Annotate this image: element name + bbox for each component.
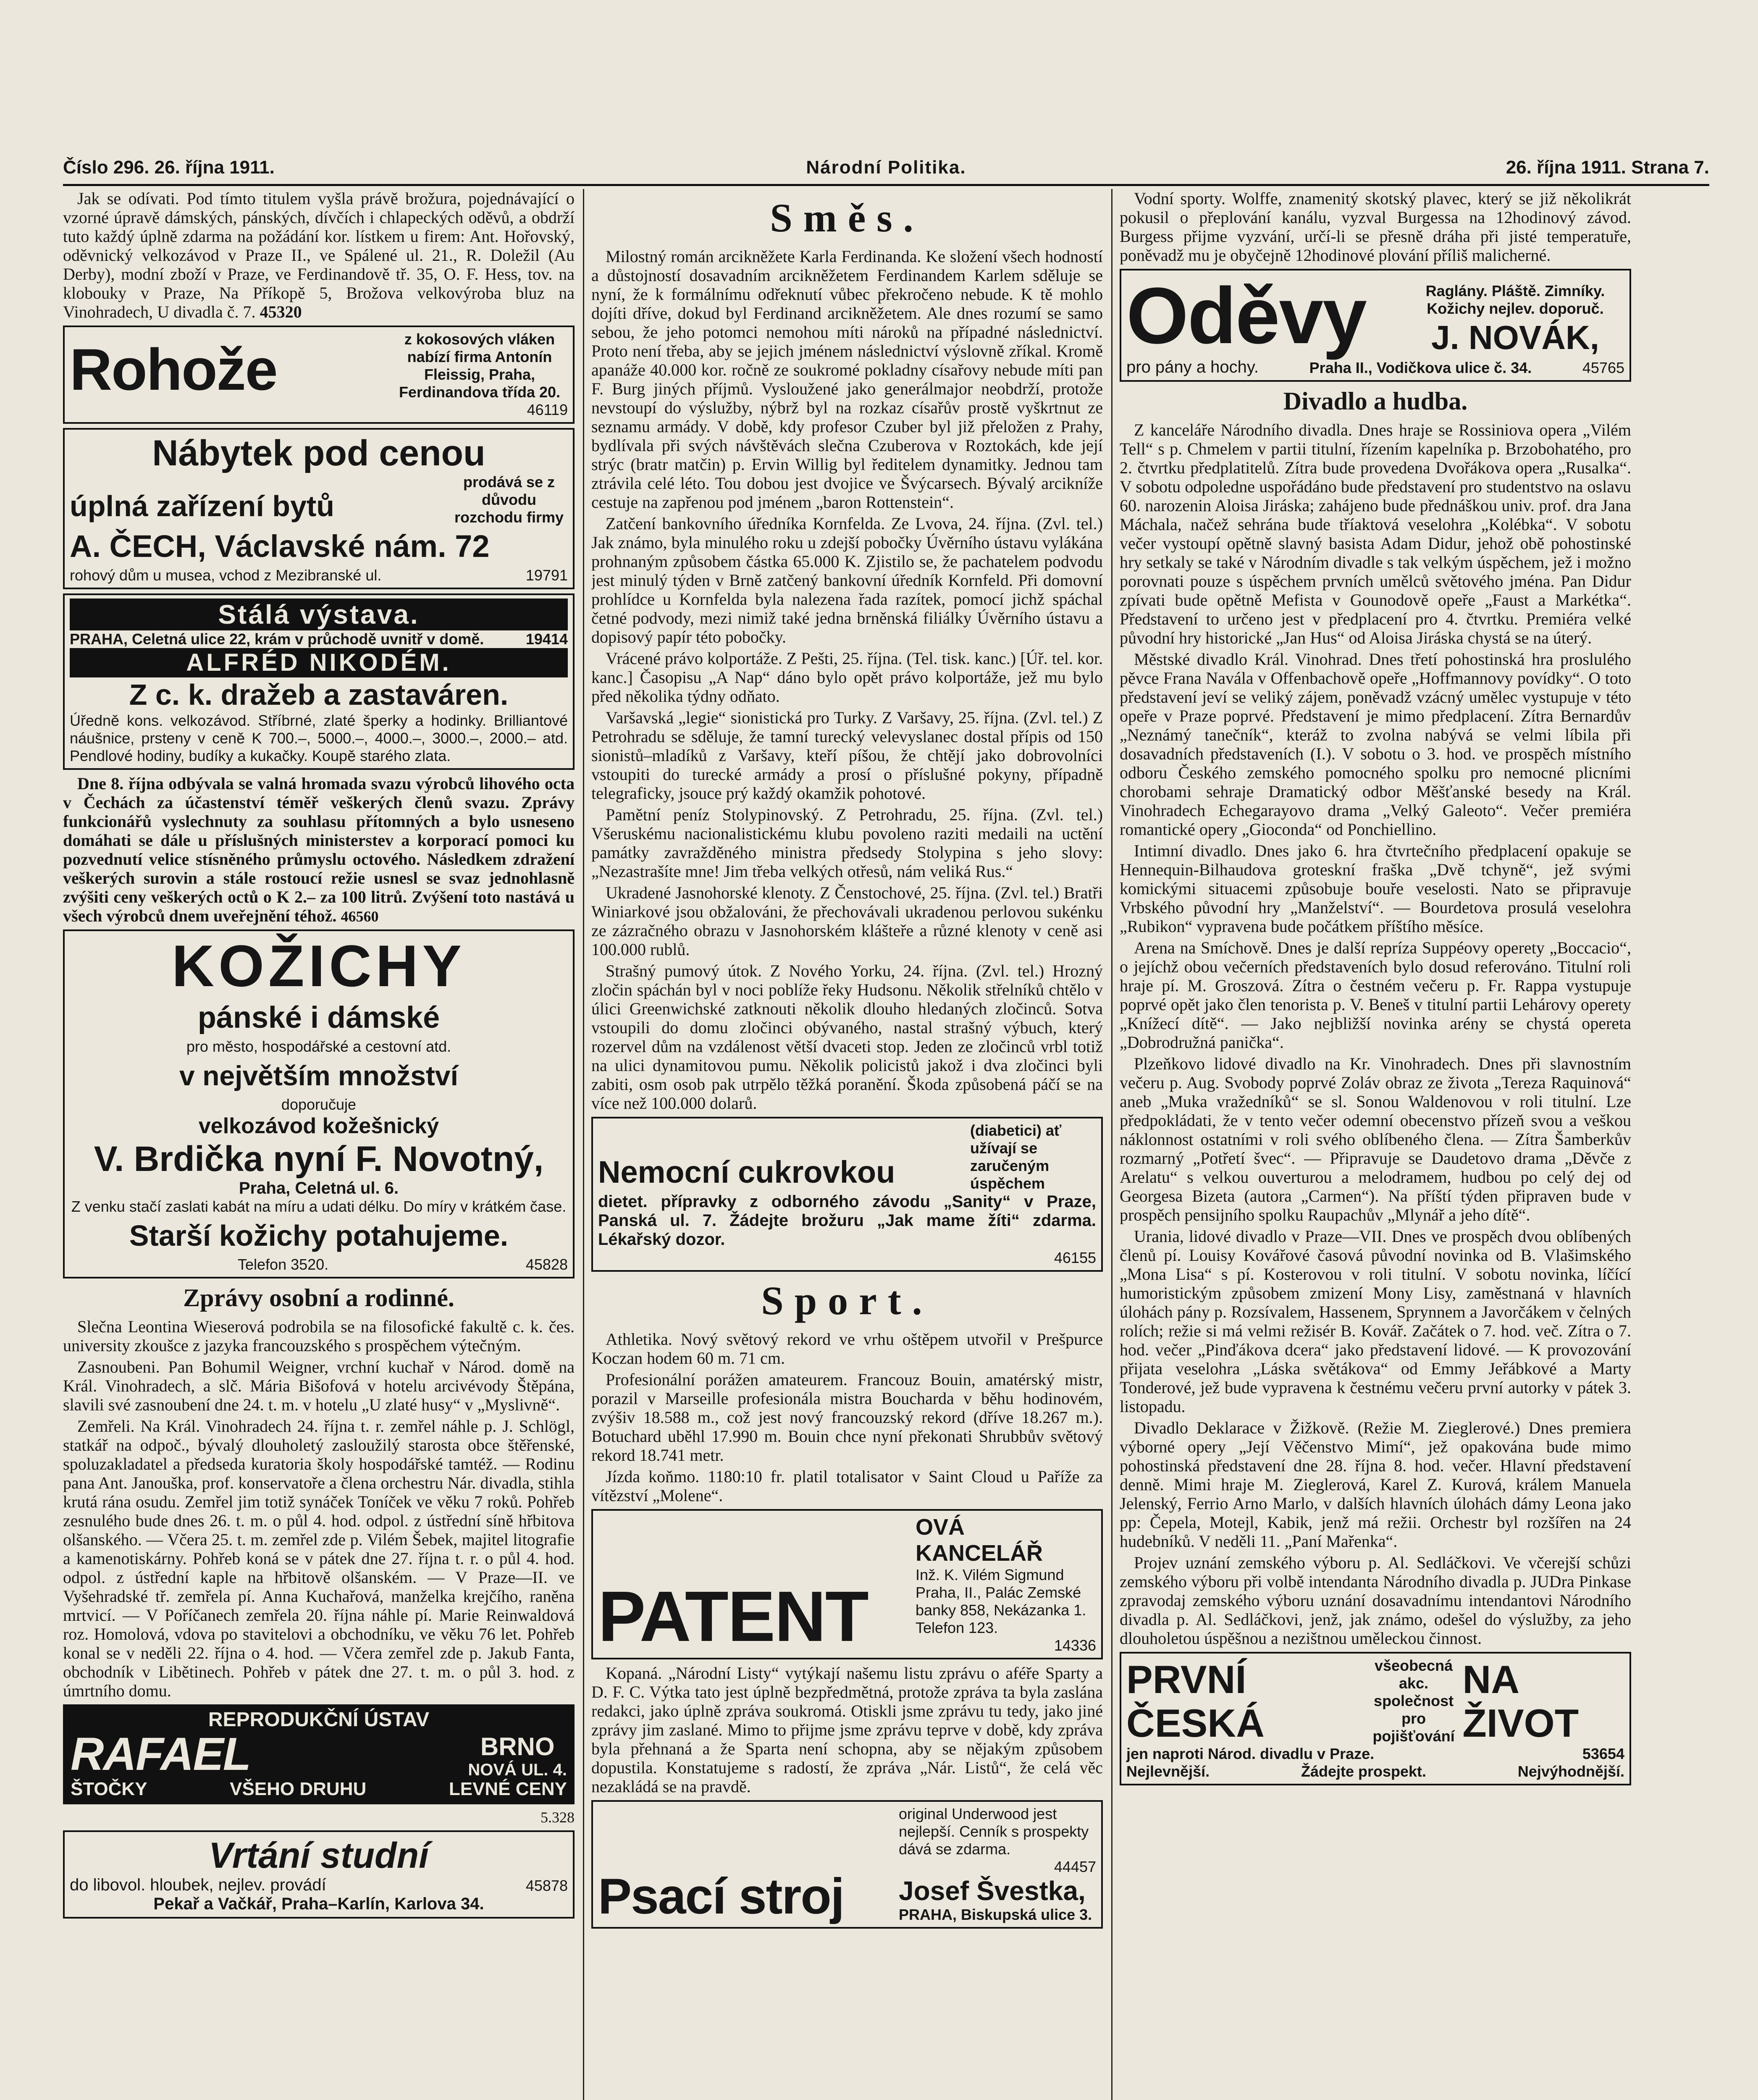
ad-kozichy-slogan: Starší kožichy potahujeme.	[129, 1219, 509, 1252]
article-kopana: Kopaná. „Národní Listy“ vytýkají našemu listu zprávu o aféře Sparty a D. F. C. Výtka tato jest úplně bezpředmětná, protože zpráva ta byla zaslána redakci, jako úplně zpráva soukromá. Otiskli jsme zprávu tu tedy, jako jiné zprávy jim zaslané. Mimo to přijme jsme zprávu teprve v době, kdy zpráva byla přehnaná a že Sparta není schopna, aby se nějakým způsobem dopustila. Konstatujeme s radostí, že zpráva „Nár. Listů“, že celá věc nezakládá se na pravdě.	[591, 1664, 1103, 1796]
sport-paragraph: Profesionální porážen amateurem. Francouz Bouin, amatérský mistr, porazil v Marseille profesionála mistra Boucharda v běhu hodinovém, zvýšiv 18.588 m., což jest nový francouzský rekord (dříve 18.267 m.). Botuchard uběhl 17.990 m. Bouin chce nyní překonati Shrubbův světový rekord 18.741 metr.	[591, 1370, 1103, 1465]
ad-vrtani-no: 45878	[525, 1877, 568, 1894]
ad-nabytek-no: 19791	[525, 567, 568, 584]
zpravy-paragraph: Slečna Leontina Wieserová podrobila se na filosofické fakultě c. k. čes. university zkoušce z jazyka francouzského s prospěchem výtečným.	[63, 1317, 575, 1355]
ad-patent-side: OVÁ KANCELÁŘ	[916, 1515, 1043, 1566]
ad-vrtani	[63, 1830, 575, 1919]
ad-prvni-t3: NA ŽIVOT	[1462, 1657, 1579, 1745]
sport-paragraph: Athletika. Nový světový rekord ve vrhu oštěpem utvořil v Prešpurce Koczan hodem 60 m. 71 cm.	[591, 1330, 1103, 1368]
column-divider-2	[1111, 189, 1113, 2100]
ad-stala-text: Úředně kons. velkozávod. Stříbrné, zlaté šperky a hodinky. Brilliantové náušnice, prsteny v ceně K 700.–, 5000.–, 4000.–, 3000.–, 2000.– atd. Pendlové hodiny, budíky a kukačky. Koupě starého zlata.	[70, 712, 568, 764]
column-2	[591, 189, 1103, 2100]
ad-rafael-l2: ŠTOČKY	[71, 1779, 147, 1799]
ad-rohoze-no: 46119	[527, 401, 568, 418]
smes-paragraph: Zatčení bankovního úředníka Kornfelda. Ze Lvova, 24. října. (Zvl. tel.) Jak známo, byla minulého roku u zdejší pobočky Úvěrního ústavu vylákána prohnaným způsobem částka 65.000 K. Zjistilo se, že pachatelem podvodu jest minulý týden v Brně zatčený bankovní úředník Kornfeld. Při domovní prohlídce u Kornfelda byla nalezena řada razítek, pomocí jichž spáchal četné podvody, mezi nimiž také jedna brněnská filiálky Úvěrního ústavu a dopisový papír této pobočky.	[591, 514, 1103, 646]
ad-cukrovka-tail: (diabetici) ať užívají se zaručeným úspěchem	[970, 1122, 1062, 1192]
ad-stala-big: Z c. k. dražeb a zastaváren.	[129, 678, 509, 711]
ad-rohoze	[63, 326, 575, 424]
ad-nabytek-firm: A. ČECH, Václavské nám. 72	[70, 529, 490, 564]
ad-vrtani-text: do libovol. hloubek, nejlev. provádí	[70, 1876, 326, 1894]
smes-paragraph: Ukradené Jasnohorské klenoty. Z Čenstochové, 25. října. (Zvl. tel.) Bratři Winiarkové jsou obžalováni, že přechovávali ukradenou perlovou sukénku ze zázračného obrazu v Jasnohorském klášteře a různé klenoty v ceně asi 100.000 rublů.	[591, 883, 1103, 959]
ad-odevy	[1120, 269, 1631, 382]
ad-rafael-address: NOVÁ UL. 4.	[468, 1761, 567, 1779]
ad-kozichy-sub4: doporučuje	[281, 1096, 357, 1113]
ad-kozichy-tel: Telefon 3520.	[238, 1256, 329, 1273]
ad-prvni-t4: jen naproti Národ. divadlu v Praze.	[1126, 1745, 1375, 1762]
section-title-sport: Sport.	[761, 1278, 933, 1323]
ad-rafael-l4: LEVNÉ CENY	[449, 1779, 567, 1799]
ad-prvni-t1: PRVNÍ ČESKÁ	[1126, 1657, 1265, 1745]
ad-odevy-no: 45765	[1582, 359, 1624, 376]
ad-kozichy	[63, 929, 575, 1278]
article-jak-se-odivati: Jak se odívati. Pod tímto titulem vyšla právě brožura, pojednávající o vzorné úpravě dámských, pánských, dívčích i chlapeckých oděvů, a obdrží tuto každý úplně zdarma na požádání kor. lístkem u firem: Ant. Hořovský, oděvnický velkozávod v Praze II., ve Spálené ul. 21., R. Doležil (Au Derby), modní zboží v Praze, ve Ferdinandově tř. 35, O. F. Hess, tov. na klobouky v Praze, Na Příkopě 5, Brožova velkovýroba bluz na Vinohradech, U divadla č. 7. 45320	[63, 189, 575, 321]
divadlo-paragraph: Z kanceláře Národního divadla. Dnes hraje se Rossiniova opera „Vilém Tell“ s p. Chmelem v partii titulní, řízením kapelníka p. Brzobohatého, pro 2. čtvrtku předplatitelů. Zítra bude provedena Dvořákova opera „Rusalka“. V sobotu odpoledne uspořádáno bude představení pro studentstvo na oslavu 60. narozenin Aloisa Jiráska; zahájeno bude přednáškou univ. prof. dra Jana Máchala, načež sehrána bude tříaktová veselohra „Kolébka“. V sobotu večer vystoupí opětně slavný basista Adam Didur, jehož obě pohostinské hry setkaly se také v Národním divadle s tak velkým úspěchem, jež i možno porovnati pouze s úspěchem prvních umělců světového jména. Pan Didur zpívati bude opětně Mefista v Gounodově opeře „Faust a Markétka“. Představení to určeno jest v předplacení pro 4. čtvrtku. Premiéra velké původní hry historické „Jan Hus“ od Aloisa Jiráska chystá se na úterý.	[1120, 420, 1631, 647]
ad-stala-line: PRAHA, Celetná ulice 22, krám v průchodě uvnitř v domě.	[70, 630, 484, 648]
ad-kozichy-sub2: pro město, hospodářské a cestovní atd.	[186, 1038, 451, 1055]
smes-paragraph: Varšavská „legie“ sionistická pro Turky. Z Varšavy, 25. října. (Zvl. tel.) Z Petrohradu se sděluje, že tamní turecký velevyslanec dostal přípis od 150 sionistů–mladíků z Varšavy, kteří píšou, že chtějí jako dobrovolníci vstoupiti do turecké armády a prosí o příslušné pokyny, případně telegraficky, jsouce prý každý okamžik pohotové.	[591, 708, 1103, 803]
ad-cukrovka-text: dietet. přípravky z odborného závodu „Sanity“ v Praze, Panská ul. 7. Žádejte brožuru „Jak mame žíti“ zdarma. Lékařský dozor.	[598, 1192, 1096, 1249]
ad-odevy-t2: pro pány a hochy.	[1126, 358, 1259, 376]
ad-odevy-big: Oděvy	[1126, 271, 1366, 360]
article-svaz-octa: Dne 8. října odbývala se valná hromada svazu výrobců lihového octa v Čechách za účastenství téměř veškerých členů svazu. Zprávy funkcionářů vyslechnuty za souhlasu přítomných a bylo usneseno domáhati se dále u příslušných ministerstev a korporací pomoci ku pozvednutí velice stísněného průmyslu octového. Následkem zdražení veškerých surovin a stále rostoucí režie usnesl se svaz jednohlasně zvýšiti ceny veškerých octů o K 2.– za 100 litrů. Zvýšení toto nastává u všech výrobců dnem uveřejnění téhož. 46560	[63, 774, 575, 925]
ad-rafael-l1: REPRODUKČNÍ ÚSTAV	[208, 1709, 430, 1731]
divadlo-paragraph: Divadlo Deklarace v Žižkově. (Režie M. Zieglerové.) Dnes premiera výborné opery „Její Věčenstvo Mimí“, jež opakována bude mimo pohostinská představení dne 28. října 8. hod. večer. Hlavní představení denně. Mimi hraje M. Zieglerová, Karel Z. Kurová, králem Manuela Jelenský, Ferrio Arno Marlo, v dalších hlavních úlohách dámy Leona jako pp: Čepela, Motejl, Kabik, jenž má režii. Orchestr byl rozšířen na 24 hudebníků. V neděli 11. „Paní Mařenka“.	[1120, 1418, 1631, 1551]
smes-paragraph: Vrácené právo kolportáže. Z Pešti, 25. října. (Tel. tisk. kanc.) [Úř. tel. kor. kanc.] Časopisu „A Nap“ dáno bylo opět právo kolportáže, jež mu bylo před několika týdny odňato.	[591, 649, 1103, 706]
column-1	[63, 189, 575, 2100]
ad-rafael-l3: VŠEHO DRUHU	[230, 1779, 367, 1799]
smes-paragraph: Pamětní peníz Stolypinovský. Z Petrohradu, 25. října. (Zvl. tel.) Všeruskému nacionalistickému klubu povoleno raziti medaili na uctění památky zavražděného ministra předsedy Stolypina s jeho slovy: „Nezastrašíte mne! Jim třeba velkých otřesů, nám veliká Rus.“	[591, 805, 1103, 881]
ad-rohoze-title: Rohože	[70, 336, 277, 402]
column-divider-1	[583, 189, 584, 2100]
ad-prvni-no: 53654	[1582, 1745, 1624, 1762]
divadlo-paragraph: Urania, lidové divadlo v Praze—VII. Dnes ve prospěch dvou oblíbených členů pí. Louisy Kovářové časová původní novinka od B. Vlašimského „Mona Lisa“ s pí. Kosterovou v roli titulní. V sobotu novinka, líčící humoristickým způsobem zmizení Mony Lisy, zaměstnaná v hlavních úlohách pány p. Rozsívalem, Hassenem, Sprynnem a Javorčákem v čelných rolích; režie si má velmi režisér B. Kovář. Začátek o 7. hod. več. Zítra o 7. hod. večer „Pinďákova dcera“ jako představení lidové. — K provozování přijata veselohra „Láska světákova“ od Emmy Jeřábkové a Marty Tonderové, jež bude vypravena k čestnému večeru první autorky v pátek 3. listopadu.	[1120, 1227, 1631, 1416]
ad-patent-big: PATENT	[598, 1577, 868, 1656]
ad-odevy-t1: Raglány. Pláště. Zimníky. Kožichy nejlev. doporuč.	[1425, 282, 1605, 317]
divadlo-paragraph: Městské divadlo Král. Vinohrad. Dnes třetí pohostinská hra proslulého pěvce Frana Navála v Offenbachově opeře „Hoffmannovy povídky“. O toto představení jeví se veliký zájem, poněvadž vzácný umělec vystupuje v této opeře v Praze poprvé. Představení je mimo předplacení. Zítra Bernardův „Neznámý tanečník“, kteráž to zvolna nabývá se velmi líbila při dosavadních představeních (I.). V sobotu o 3. hod. ve prospěch místního odboru Českého zemského pomocného spolku pro nemocné plicními chorobami sehraje Dramatický odbor Měšťanské besedy na Král. Vinohradech Echegarayovo drama „Velký Galeoto“. Večer premiéra romantické opery „Gioconda“ od Ponchiellino.	[1120, 650, 1631, 839]
ad-kozichy-address: Praha, Celetná ul. 6.	[239, 1179, 399, 1197]
ad-vrtani-firm: Pekař a Vačkář, Praha–Karlín, Karlova 34.	[153, 1895, 484, 1913]
ad-rafael-logo: RAFAEL	[71, 1728, 250, 1780]
ad-kozichy-firm: V. Brdička nyní F. Novotný,	[94, 1139, 544, 1179]
divadlo-paragraph: Arena na Smíchově. Dnes je další repríza Suppéovy operety „Boccacio“, o jejíchž obou večerních představeních bylo dosud referováno. Titulní roli hraje pí. M. Groszová. Zítra o čestném večeru p. Fr. Rappa vystupuje poprvé opět jako člen tenorista p. V. Beneš v titulní partii Lehárovy operety „Knížecí dítě“. — Jako nejbližší novinka arény se chystá opereta „Dobrodružná panička“.	[1120, 938, 1631, 1052]
ad-stala-name: ALFRÉD NIKODÉM.	[70, 648, 568, 677]
ad-prvni-t7: Nejvýhodnější.	[1517, 1763, 1624, 1780]
header-rule	[63, 184, 1709, 186]
ad-kozichy-note: Z venku stačí zaslati kabát na míru a udati délku. Do míry v krátkém čase.	[71, 1198, 567, 1215]
ad-rohoze-text: z kokosových vláken nabízí firma Antonín Fleissig, Praha, Ferdinandova třída 20.	[399, 331, 561, 401]
ad-patent	[591, 1509, 1103, 1659]
ad-rafael-no: 5.328	[541, 1809, 575, 1826]
section-title-zpravy: Zprávy osobní a rodinné.	[183, 1284, 454, 1312]
ad-nabytek-title: Nábytek pod cenou	[152, 433, 485, 473]
ad-psaci-big: Psací stroj	[598, 1868, 844, 1924]
ad-stala-no: 19414	[525, 630, 568, 648]
ad-rafael-city: BRNO	[480, 1732, 555, 1761]
header-masthead: Národní Politika.	[806, 157, 966, 178]
ad-prvni-t5: Nejlevnější.	[1126, 1763, 1210, 1780]
ad-vrtani-title: Vrtání studní	[208, 1835, 429, 1876]
ad-rafael	[63, 1704, 575, 1804]
article-vodni-sporty: Vodní sporty. Wolffe, znamenitý skotský plavec, který se již několikrát pokusil o přeplování kanálu, vyzval Burgessa na 12hodinový závod. Burgess přijme vyzvání, určí-li se přesně dráha při jisté temperatuře, poněvadž mu je obyčejně 12hodinové plování příliš malicherné.	[1120, 189, 1631, 265]
sport-paragraph: Jízda koňmo. 1180:10 fr. platil totalisator v Saint Cloud u Paříže za vítězství „Molene“.	[591, 1467, 1103, 1505]
ad-psaci-text: original Underwood jest nejlepší. Cenník s prospekty dává se zdarma.	[899, 1805, 1089, 1858]
ad-odevy-address: Praha II., Vodičkova ulice č. 34.	[1309, 359, 1532, 376]
smes-paragraph: Milostný román arcikněžete Karla Ferdinanda. Ke složení všech hodností a důstojností dosavadním arcikněžetem Ferdinandem Karlem sděluje se nyní, že k formálnímu odřeknutí vůbec překročeno nebude. K tě mohlo dojíti dříve, dokud byl Ferdinand arcikněžetem. Ale dnes rozumí se samo sebou, že jeho potomci nemohou míti nároků na případné následnictví. Proto není třeba, aby se jejich jménem následnictví výslovně zříkal. Kromě apanáže 40.000 kor. ročně ze soukromé pokladny císařovy nebude míti pan F. Burg jiných příjmů. Vysloužené jako generálmajor neobdrží, protože nevstoupí do výslužby, nýbrž byl na rozkaz císařův prostě vyškrtnut ze seznamu armády. V době, kdy profesor Czuber byl již přeložen z Prahy, bydlívala při svých návštěvách slečna Czuberova v Roztokách, kde její strýc (bratr matčin) p. Ervin Willig byl ředitelem dynamitky. Jednou tam ztrávila celé léto. Tou dobou jest dvojice ve Švýcarsech. Bývalý arcikníže cestuje na zapřenou pod jménem „baron Rottenstein“.	[591, 247, 1103, 512]
ad-kozichy-no: 45828	[525, 1256, 568, 1273]
ad-nabytek-line2: úplná zařízení bytů	[70, 490, 335, 522]
ad-psaci-address: PRAHA, Biskupská ulice 3.	[899, 1906, 1092, 1923]
ad-psaci-no: 44457	[1054, 1858, 1096, 1875]
zpravy-paragraph: Zemřeli. Na Král. Vinohradech 24. října t. r. zemřel náhle p. J. Schlögl, statkář na odpoč., bývalý dlouholetý zasloužilý starosta obce štěřenské, spoluzakladatel a předseda kuratoria školy hospodářské tamtéž. — Rodinu pana Ant. Janouška, prof. konservatoře a člena orchestru Nár. divadla, stihla krutá rána osudu. Zemřel jim totiž synáček Toníček ve věku 7 roků. Pohřeb zesnulého bude dnes 26. t. m. o půl 4. hod. odpol. z ústřední síně hřbitova olšanského. — Včera 25. t. m. zemřel zde p. Vilém Šebek, majitel litografie a kamenotiskárny. Pohřeb koná se v pátek dne 27. října t. r. o půl 4. hod. odpol. z ústřední kaple na hřbitově olšanském. — V Praze—II. ve Vyšehradské tř. zemřela pí. Anna Kuchařová, manželka krejčího, raněna mrtvicí. — V Poříčanech zemřela 20. října náhle pí. Marie Reinwaldová roz. Homolová, vdova po stavitelovi a obchodníku, ve věku 76 let. Pohřeb konal se v neděli 22. října o 4. hod. — Včera zemřel zde p. Jakub Fanta, obchodník v Libětinech. Pohřeb v pátek dne 27. t. m. o půl 3. hod. z úmrtního domu.	[63, 1417, 575, 1700]
zpravy-paragraph: Zasnoubeni. Pan Bohumil Weigner, vrchní kuchař v Národ. domě na Král. Vinohradech, a slč. Mária Bišofová v hotelu arcivévody Štěpána, slavili své zasnoubení dne 24. t. m. v hotelu „U zlaté husy“ v „Myslivně“.	[63, 1357, 575, 1414]
page-header	[63, 158, 1709, 183]
divadlo-paragraph: Intimní divadlo. Dnes jako 6. hra čtvrtečního předplacení opakuje se Hennequin-Bilhaudova groteskní fraška „Dvě tchyně“, jež svými komickými situacemi způsobuje bouře veselosti. Nato se připravuje Vrbského původní hry „Manželství“. — Bourdetova prosulá veselohra „Rubikon“ vypravena bude počátkem příštího měsíce.	[1120, 841, 1631, 936]
ad-stala-vystava	[63, 593, 575, 770]
column-3	[1120, 189, 1631, 2100]
ad-prvni-t2: všeobecná akc. společnost pro pojišťování	[1372, 1657, 1455, 1745]
ad-prvni-t6: Žádejte prospekt.	[1301, 1763, 1427, 1780]
divadlo-paragraph: Projev uznání zemského výboru p. Al. Sedláčkovi. Ve včerejší schůzi zemského výboru při volbě intendanta Národního divadla p. JUDra Pinkase zpravodaj zemského výboru uznání dosavadnímu intendantovi Národního divadla p. Al. Sedláčkovi, jenž, jak známo, odešel do výslužby, za jeho dlouholetou úspěšnou a nezištnou uměleckou činnost.	[1120, 1553, 1631, 1648]
ad-patent-text: Inž. K. Vilém Sigmund Praha, II., Palác Zemské banky 858, Nekázanka 1. Telefon 123.	[916, 1566, 1086, 1636]
header-issue: Číslo 296. 26. října 1911.	[63, 157, 275, 178]
ad-nabytek	[63, 428, 575, 589]
ad-kozichy-sub: pánské i dámské	[197, 1001, 440, 1034]
ad-psaci-stroj	[591, 1800, 1103, 1929]
ad-cukrovka-title: Nemocní cukrovkou	[598, 1155, 895, 1189]
ad-cukrovka	[591, 1117, 1103, 1272]
ad-kozichy-title: KOŽICHY	[172, 933, 466, 999]
ad-prvni-ceska	[1120, 1652, 1631, 1785]
header-date-page: 26. října 1911. Strana 7.	[1506, 157, 1709, 178]
ad-odevy-firm: J. NOVÁK,	[1431, 319, 1600, 356]
ad-kozichy-sub5: velkozávod kožešnický	[198, 1114, 439, 1138]
ad-nabytek-address: rohový dům u musea, vchod z Mezibranské ul.	[70, 567, 382, 584]
ad-nabytek-note: prodává se z důvodu rozchodu firmy	[454, 473, 564, 526]
ad-kozichy-sub3: v největším množství	[179, 1060, 458, 1091]
ad-patent-no: 14336	[1054, 1637, 1096, 1654]
smes-paragraph: Strašný pumový útok. Z Nového Yorku, 24. října. (Zvl. tel.) Hrozný zločin spáchán byl v noci poblíže řeky Hudsonu. Několik střelníků chtělo v úlici Greenwichské zatknouti několik dlouho hledaných zločinců. Sotva vstoupili do domu zločinci obývaného, nastal strašný výbuch, který rozervel dům na vzdálenost větší dvaceti stop. Jeden ze zločinců vrbl totiž na ulici dynamitovou pumu. Několik policistů jakož i dva zločinci byli zabiti, osm osob pak utrpělo těžká poranění. Škoda způsobená páčí se na více než 100.000 dolarů.	[591, 961, 1103, 1113]
ad-stala-title: Stálá výstava.	[70, 598, 568, 630]
ad-cukrovka-no: 46155	[1054, 1249, 1096, 1266]
ad-psaci-firm: Josef Švestka,	[899, 1876, 1086, 1906]
section-title-smes: Směs.	[770, 195, 924, 240]
section-title-divadlo: Divadlo a hudba.	[1283, 387, 1468, 415]
divadlo-paragraph: Plzeňkovo lidové divadlo na Kr. Vinohradech. Dnes při slavnostním večeru p. Aug. Svobody poprvé Zoláv obraz ze života „Tereza Raquinová“ aneb „Muka vražedníků“ se sl. Sonou Waldenovou v roli titulní. Lze předpokládati, že v tento večer odemní obecenstvo přízeň svou a veškou náklonnost ostatními v roli svého oblíbeného člena. — Zítra Šamberkův rozmarný „Potřetí švec“. — Připravuje se Daudetovo drama „Děvče z Arelatu“ s velkou ouverturou a melodramem, hudbou po celý dej od Georgesa Bizeta (autora „Carmen“). Na příští týden připraven bude v prospěch pensijního spolku Raupachův „Mlynář a jeho dítě“.	[1120, 1054, 1631, 1224]
